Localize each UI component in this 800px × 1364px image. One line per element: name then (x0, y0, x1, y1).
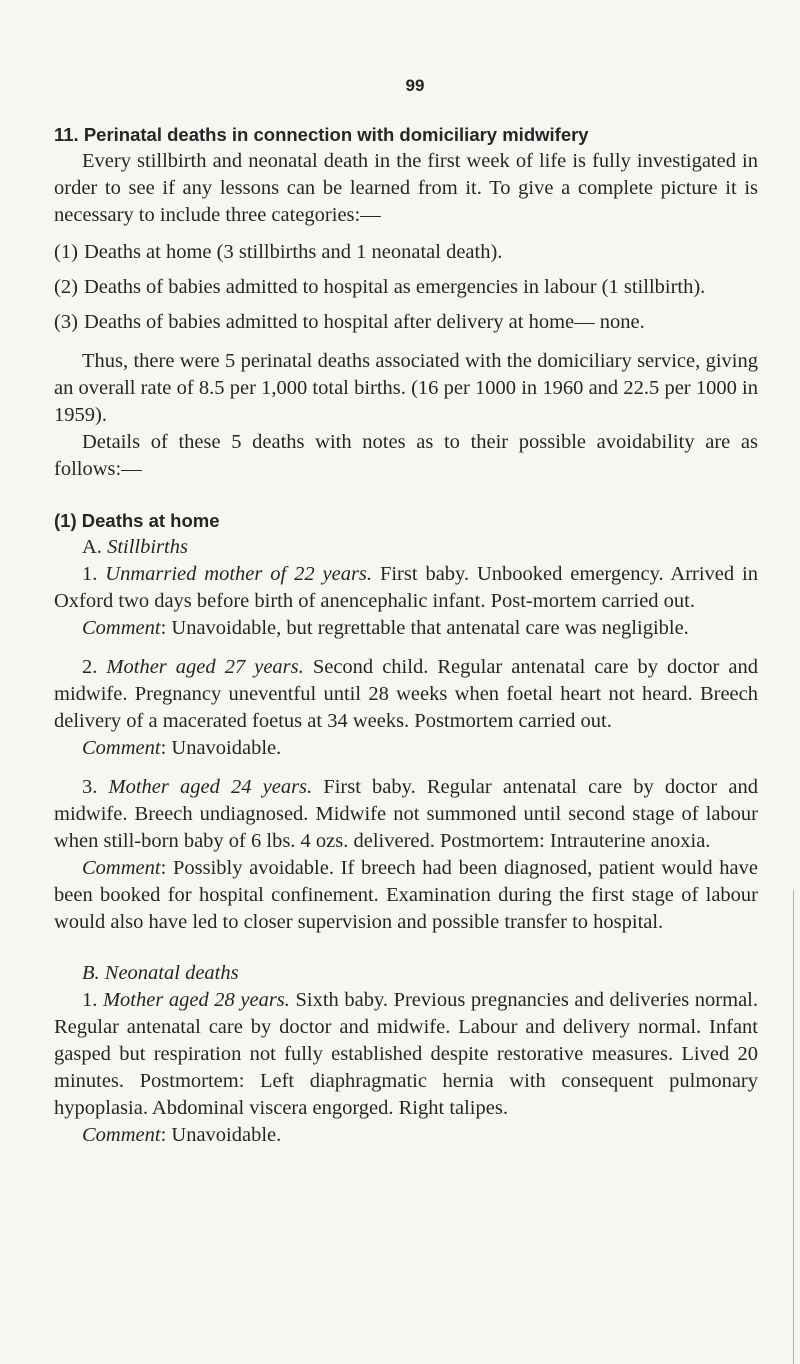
stillbirths-title: Stillbirths (107, 536, 188, 558)
subsection-title: Deaths at home (81, 510, 220, 531)
case-number: 1. (82, 989, 98, 1011)
case-text: Second child. Regular antenatal care by doctor and midwife. Pregnancy uneventful until 28 weeks when foetal heart not heard. Breech delivery of a macerated foetus at 34 weeks. Postmortem carried out. (54, 656, 759, 732)
page-number: 99 (405, 76, 425, 95)
case-text: Sixth baby. Previous pregnancies and deliveries normal. Regular antenatal care by doctor and midwife. Labour and delivery normal. Infant gasped but respiration not fully established despite restorative measures. Lived 20 minutes. Postmortem: Left diaphragmatic hernia with consequent pulmonary hypoplasia. Abdominal viscera engorged. Right talipes. (54, 989, 758, 1119)
case-number: 1. (82, 563, 98, 585)
comment-label: Comment (82, 737, 161, 759)
comment-text: : Possibly avoidable. If breech had been diagnosed, patient would have been booked for hospital confinement. Examination during the first stage of labour would also have led to closer supervision and possible transfer to hospital. (54, 857, 758, 933)
summary-paragraph: Thus, there were 5 perinatal deaths associated with the domiciliary service, giving an overall rate of 8.5 per 1,000 total births. (16 per 1000 in 1960 and 22.5 per 1000 in 1959). (54, 350, 758, 426)
category-number: (3) (54, 311, 78, 333)
page-edge-shadow (793, 890, 794, 1364)
comment-text: : Unavoidable. (160, 737, 282, 759)
deaths-at-home-heading (54, 507, 758, 534)
category-text: Deaths at home (3 stillbirths and 1 neonatal death). (84, 241, 503, 263)
section-title: Perinatal deaths in connection with domiciliary midwifery (83, 124, 589, 145)
category-item (54, 239, 758, 266)
section-number: 11. (54, 124, 79, 145)
category-text: Deaths of babies admitted to hospital after delivery at home— none. (84, 311, 645, 333)
case-lead: Unmarried mother of 22 years. (105, 563, 373, 585)
case-paragraph (54, 987, 758, 1122)
subsection-number: (1) (54, 510, 77, 531)
comment-label: Comment (82, 617, 161, 639)
case-number: 3. (82, 776, 98, 798)
details-intro: Details of these 5 deaths with notes as to their possible avoidability are as follows:— (54, 431, 758, 480)
comment-text: : Unavoidable, but regrettable that antenatal care was negligible. (160, 617, 689, 639)
case-text: First baby. Regular antenatal care by doctor and midwife. Breech undiagnosed. Midwife not summoned until second stage of labour when still-born baby of 6 lbs. 4 ozs. delivered. Postmortem: Intrauterine anoxia. (54, 776, 758, 852)
case-comment (54, 615, 758, 642)
category-number: (1) (54, 241, 78, 263)
comment-text: : Unavoidable. (160, 1124, 282, 1146)
neonatal-letter: B. (82, 962, 100, 984)
neonatal-heading (82, 960, 758, 987)
category-item (54, 274, 758, 301)
category-text: Deaths of babies admitted to hospital as emergencies in labour (1 stillbirth). (84, 276, 706, 298)
category-list (54, 239, 758, 336)
case-text: First baby. Unbooked emergency. Arrived in Oxford two days before birth of anencephalic infant. Post-mortem carried out. (54, 563, 758, 612)
stillbirths-heading (82, 534, 758, 561)
comment-label: Comment (82, 1124, 161, 1146)
case-comment (54, 735, 758, 762)
case-comment (54, 855, 758, 936)
case-lead: Mother aged 24 years. (108, 776, 313, 798)
case-paragraph (54, 654, 758, 735)
section-intro: Every stillbirth and neonatal death in the first week of life is fully investigated in order to see if any lessons can be learned from it. To give a complete picture it is necessary to include three categories:— (54, 150, 758, 226)
stillbirths-letter: A. (82, 536, 102, 558)
comment-label: Comment (82, 857, 161, 879)
neonatal-title: Neonatal deaths (104, 962, 239, 984)
section-heading (54, 121, 758, 148)
category-number: (2) (54, 276, 78, 298)
document-page (54, 72, 758, 1149)
case-paragraph (54, 774, 758, 855)
case-lead: Mother aged 27 years. (106, 656, 304, 678)
case-lead: Mother aged 28 years. (102, 989, 290, 1011)
case-paragraph (54, 561, 758, 615)
case-comment (54, 1122, 758, 1149)
case-number: 2. (82, 656, 98, 678)
category-item (54, 309, 758, 336)
